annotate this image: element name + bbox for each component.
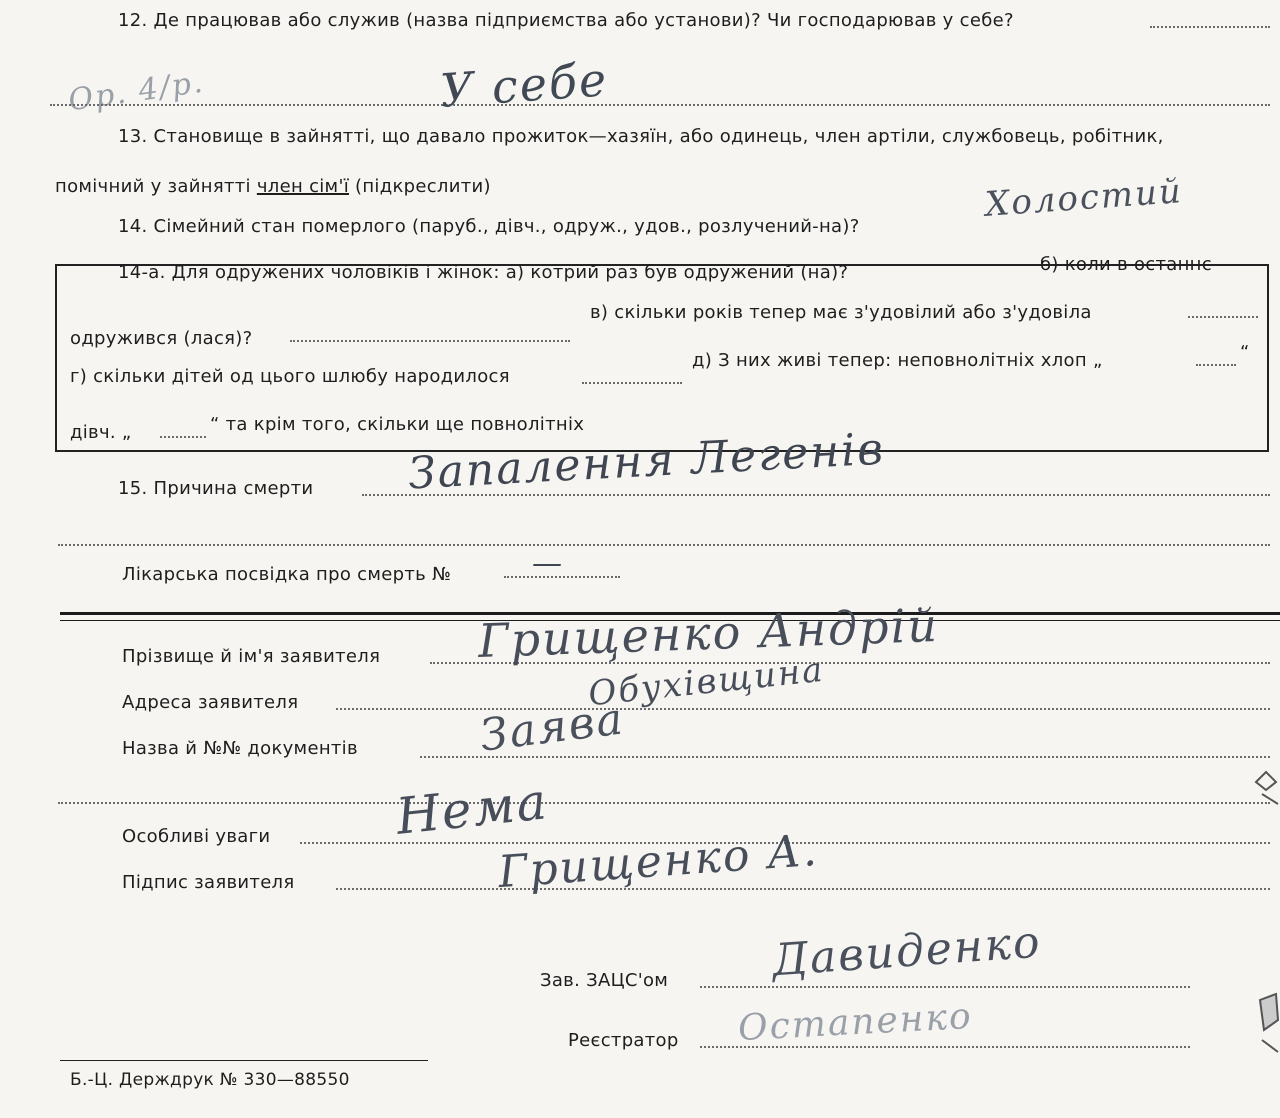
registrar-label: Реєстратор [568,1030,679,1051]
q13-label-line2 [55,176,491,197]
q15-extra-line [58,544,1270,546]
scan-mark-icon-2 [1258,990,1280,1060]
q14a-line3-c: “ [1240,342,1250,363]
applicant-address-label: Адреса заявителя [122,692,299,713]
q14a-line2-b: в) скільки років тепер має з'удовілий або з'удовіла [590,302,1092,323]
applicant-name-value[interactable]: Грищенко Андрій [477,597,940,669]
applicant-signature-value[interactable]: Грищенко А. [496,824,821,899]
q13-options-text: помічний у зайнятті [55,176,257,197]
q14a-line2: одружився (лася)? [70,328,253,349]
q13-label-line1: 13. Становище в зайнятті, що давало прожиток—хазяїн, або одинець, член артіли, службовець, робітник, [118,126,1164,147]
registrar-signature[interactable]: Остапенко [737,995,974,1050]
medical-certificate-label: Лікарська посвідка про смерть № [122,564,452,585]
q12-answer[interactable]: У себе [438,52,610,118]
head-registrar-signature[interactable]: Давиденко [770,916,1044,987]
medical-certificate-answer[interactable]: — [532,546,564,581]
q14a-married-when-line [290,340,570,342]
q12-continuation-line [1150,26,1270,28]
q14a-line1: 14-а. Для одружених чоловіків і жінок: а) котрий раз був одружений (на)? [118,262,849,283]
q12-label: 12. Де працював або служив (назва підприємства або установи)? Чи господарював у себе? [118,10,1014,31]
documents-extra-line [58,802,1270,804]
q14a-line4-b: “ та крім того, скільки ще повнолітніх [210,414,585,435]
q14a-line3-b: д) З них живі тепер: неповнолітніх хлоп „ [692,350,1103,371]
printer-imprint: Б.-Ц. Держдрук № 330—88550 [70,1070,350,1090]
special-notes-value[interactable]: Нема [393,772,552,846]
q14a-line3: г) скільки дітей од цього шлюбу народилося [70,366,510,387]
footer-rule [60,1060,428,1061]
q12-margin-note: Ор. 4/р. [66,64,207,119]
head-registrar-label: Зав. ЗАЦС'ом [540,970,669,991]
q13-underlined-choice[interactable]: член сім'ї [256,176,349,197]
q14a-line4: дівч. „ [70,422,132,443]
q14a-children-line [582,382,682,384]
q14a-widowed-line [1188,316,1258,318]
applicant-signature-line [336,888,1270,890]
q15-answer[interactable]: Запалення Легенів [406,423,887,500]
applicant-name-label: Прізвище й ім'я заявителя [122,646,381,667]
q14a-boys-line [1196,364,1236,366]
documents-line [420,756,1270,758]
applicant-address-value[interactable]: Обухівщина [586,649,827,715]
applicant-address-line [336,708,1270,710]
q15-label: 15. Причина смерти [118,478,314,499]
q14a-girls-line [160,436,206,438]
scan-mark-icon [1252,760,1280,810]
applicant-signature-label: Підпис заявителя [122,872,295,893]
q14a-line1-b: б) коли в останнє [1040,254,1212,275]
documents-label: Назва й №№ документів [122,738,358,759]
special-notes-label: Особливі уваги [122,826,271,847]
q14-answer[interactable]: Холостий [983,171,1185,225]
documents-value[interactable]: Заява [477,693,628,762]
q13-instruction: (підкреслити) [349,176,491,197]
q14-label: 14. Сімейний стан померлого (паруб., дівч., одруж., удов., розлучений-на)? [118,216,860,237]
q12-answer-line [50,104,1270,106]
